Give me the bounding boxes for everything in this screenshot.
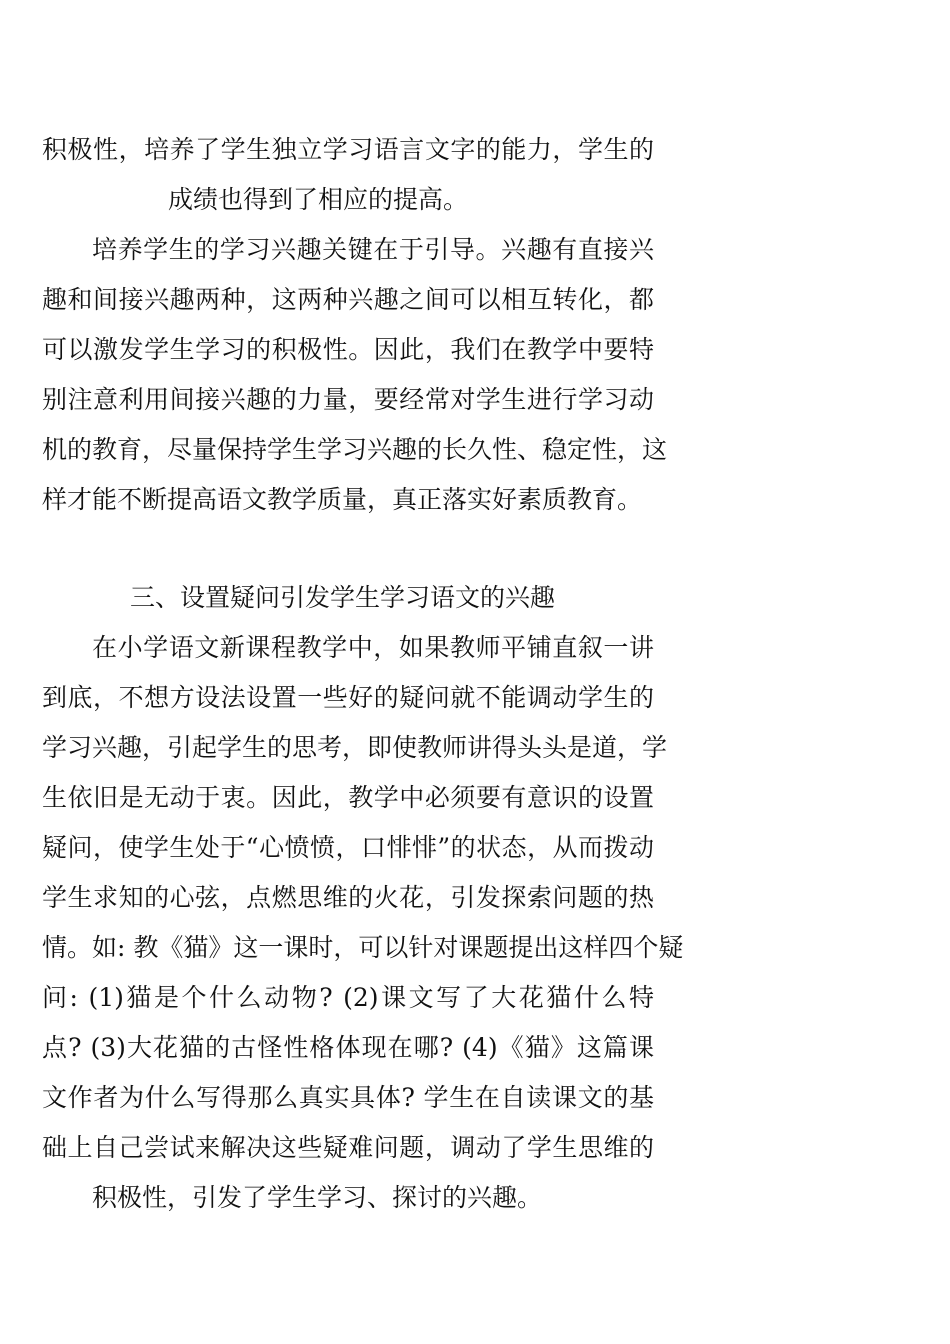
paragraph-2-line-5: 机的教育，尽量保持学生学习兴趣的长久性、稳定性，这 — [42, 435, 668, 464]
paragraph-2-line-3: 可以激发学生学习的积极性。因此，我们在教学中要特 — [42, 335, 654, 364]
paragraph-3-line-7: 情。如: 教《猫》这一课时，可以针对课题提出这样四个疑 — [42, 933, 684, 962]
paragraph-1-line-2: 成绩也得到了相应的提高。 — [168, 185, 469, 214]
paragraph-3-line-11: 础上自己尝试来解决这些疑难问题，调动了学生思维的 — [42, 1133, 654, 1162]
paragraph-3-line-1: 在小学语文新课程教学中，如果教师平铺直叙一讲 — [92, 633, 654, 662]
paragraph-3-line-5: 疑问，使学生处于“心愤愤，口悱悱”的状态，从而拨动 — [42, 833, 654, 862]
paragraph-3-line-12: 积极性，引发了学生学习、探讨的兴趣。 — [92, 1183, 543, 1212]
paragraph-3-line-2: 到底，不想方设法设置一些好的疑问就不能调动学生的 — [42, 683, 654, 712]
paragraph-2-line-2: 趣和间接兴趣两种，这两种兴趣之间可以相互转化，都 — [42, 285, 654, 314]
paragraph-2-line-1: 培养学生的学习兴趣关键在于引导。兴趣有直接兴 — [92, 235, 654, 264]
paragraph-3-line-3: 学习兴趣，引起学生的思考，即使教师讲得头头是道，学 — [42, 733, 668, 762]
paragraph-2-line-6: 样才能不断提高语文教学质量，真正落实好素质教育。 — [42, 485, 643, 514]
paragraph-2-line-4: 别注意利用间接兴趣的力量，要经常对学生进行学习动 — [42, 385, 654, 414]
paragraph-3-line-10: 文作者为什么写得那么真实具体? 学生在自读课文的基 — [42, 1083, 654, 1112]
paragraph-1-line-1: 积极性，培养了学生独立学习语言文字的能力，学生的 — [42, 135, 654, 164]
paragraph-3-line-9: 点? (3)大花猫的古怪性格体现在哪? (4)《猫》这篇课 — [42, 1033, 654, 1062]
section-heading: 三、设置疑问引发学生学习语文的兴趣 — [130, 583, 556, 612]
paragraph-3-line-8: 问: (1)猫是个什么动物? (2)课文写了大花猫什么特 — [42, 983, 654, 1012]
paragraph-3-line-4: 生依旧是无动于衷。因此，教学中必须要有意识的设置 — [42, 783, 654, 812]
paragraph-3-line-6: 学生求知的心弦，点燃思维的火花，引发探索问题的热 — [42, 883, 654, 912]
